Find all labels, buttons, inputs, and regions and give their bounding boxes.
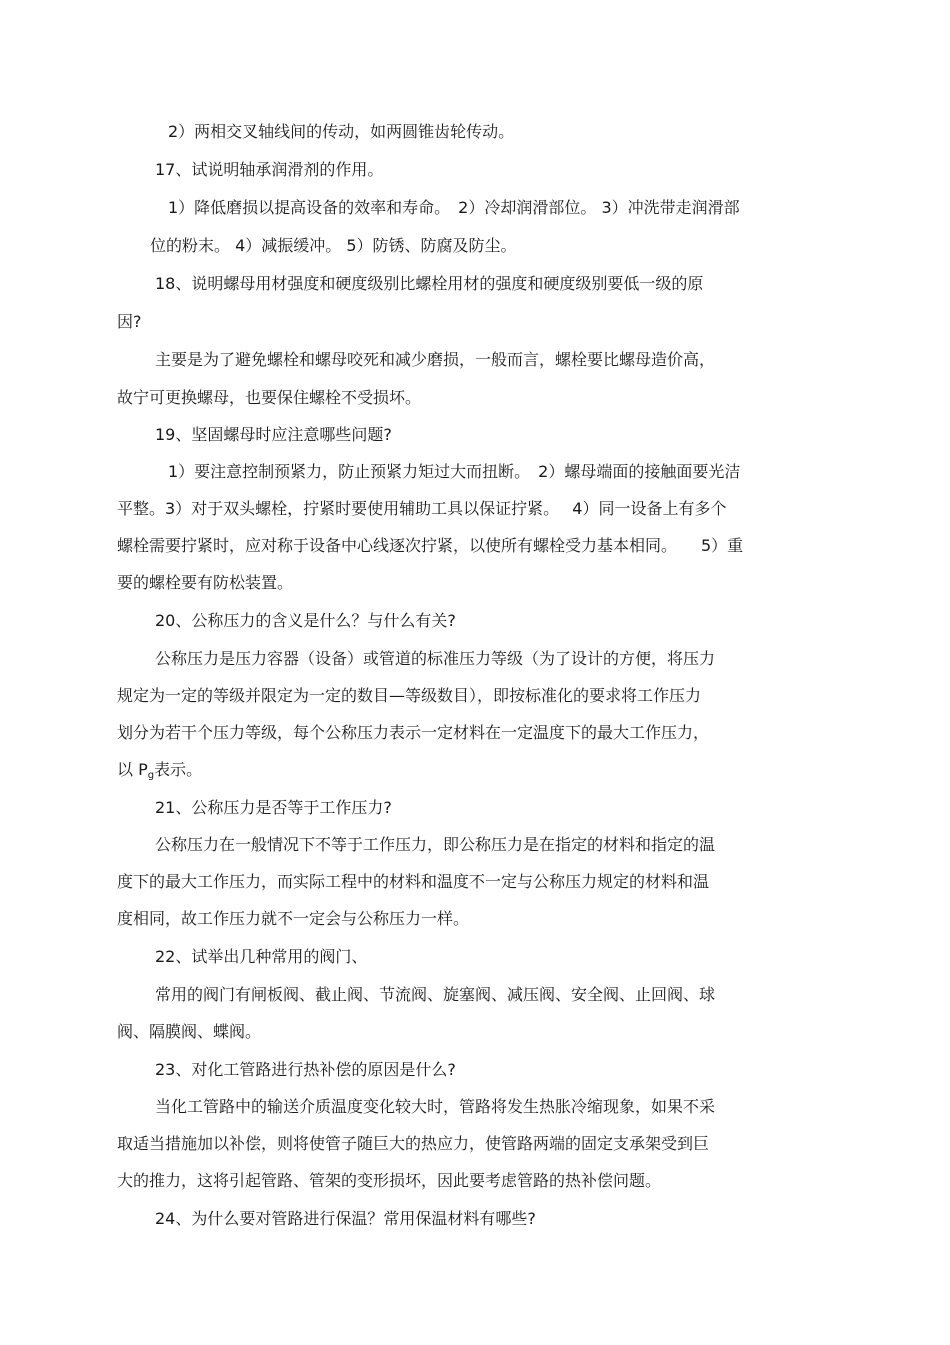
question-22: 22、试举出几种常用的阀门、 (155, 947, 368, 966)
text-line: 阀、隔膜阀、蝶阀。 (117, 1022, 262, 1041)
text-line: 大的推力，这将引起管路、管架的变形损坏，因此要考虑管路的热补偿问题。 (117, 1171, 662, 1190)
question-24: 24、为什么要对管路进行保温？常用保温材料有哪些? (155, 1209, 536, 1228)
question-18-cont: 因? (117, 312, 142, 331)
subscript: g (147, 770, 155, 781)
text-line: 1）降低磨损以提高设备的效率和寿命。 2）冷却润滑部位。 3）冲洗带走润滑部 (168, 198, 740, 217)
text-line: 要的螺栓要有防松装置。 (117, 573, 294, 592)
text-line: 划分为若干个压力等级，每个公称压力表示一定材料在一定温度下的最大工作压力， (117, 723, 710, 742)
text-line: 公称压力在一般情况下不等于工作压力，即公称压力是在指定的材料和指定的温 (155, 835, 716, 854)
question-20: 20、公称压力的含义是什么？与什么有关? (155, 611, 456, 630)
text-line: 公称压力是压力容器（设备）或管道的标准压力等级（为了设计的方便，将压力 (155, 649, 716, 668)
text-line-with-subscript (117, 759, 202, 787)
text-line: 取适当措施加以补偿，则将使管子随巨大的热应力，使管路两端的固定支承架受到巨 (117, 1134, 710, 1153)
text-line: 规定为一定的等级并限定为一定的数目—等级数目），即按标准化的要求将工作压力 (117, 686, 702, 705)
text-line: 故宁可更换螺母，也要保住螺栓不受损坏。 (117, 388, 422, 407)
text-line: 主要是为了避免螺栓和螺母咬死和减少磨损，一般而言，螺栓要比螺母造价高， (155, 350, 716, 369)
question-21: 21、公称压力是否等于工作压力? (155, 798, 392, 817)
text-line: 常用的阀门有闸板阀、截止阀、节流阀、旋塞阀、减压阀、安全阀、止回阀、球 (155, 985, 716, 1004)
question-17: 17、试说明轴承润滑剂的作用。 (155, 160, 384, 179)
text-line: 1）要注意控制预紧力，防止预紧力矩过大而扭断。 2）螺母端面的接触面要光洁 (168, 462, 741, 481)
text-line: 度相同，故工作压力就不一定会与公称压力一样。 (117, 909, 470, 928)
text-line: 螺栓需要拧紧时，应对称于设备中心线逐次拧紧，以使所有螺栓受力基本相同。 5）重 (117, 536, 744, 555)
question-18: 18、说明螺母用材强度和硬度级别比螺栓用材的强度和硬度级别要低一级的原 (155, 274, 704, 293)
text-suffix: 表示。 (154, 760, 203, 779)
text-line: 位的粉末。 4）减振缓冲。 5）防锈、防腐及防尘。 (150, 236, 517, 255)
text-line: 度下的最大工作压力，而实际工程中的材料和温度不一定与公称压力规定的材料和温 (117, 872, 710, 891)
text-line: 当化工管路中的输送介质温度变化较大时，管路将发生热胀冷缩现象，如果不采 (155, 1097, 716, 1116)
question-19: 19、坚固螺母时应注意哪些问题? (155, 425, 392, 444)
text-line: 2）两相交叉轴线间的传动，如两圆锥齿轮传动。 (168, 122, 515, 141)
text-line: 平整。3）对于双头螺栓，拧紧时要使用辅助工具以保证拧紧。 4）同一设备上有多个 (117, 499, 727, 518)
question-23: 23、对化工管路进行热补偿的原因是什么? (155, 1060, 456, 1079)
text-prefix: 以 P (117, 760, 148, 779)
